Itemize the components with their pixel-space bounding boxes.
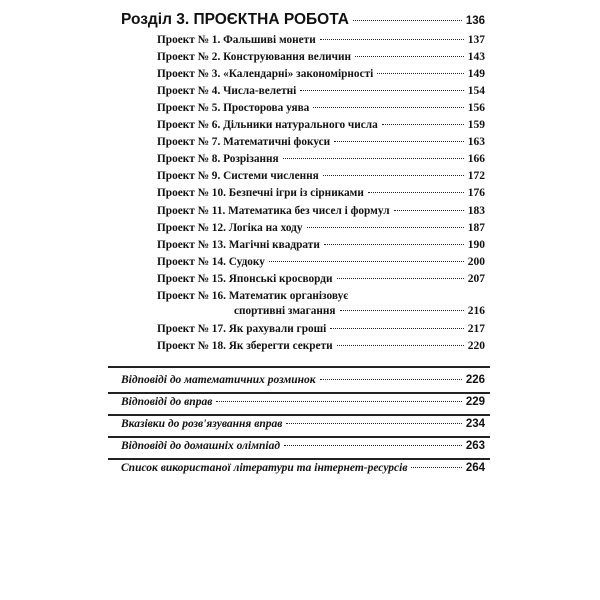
page-number: 200 xyxy=(467,256,485,268)
divider-rule xyxy=(108,436,490,438)
toc-entry-references[interactable] xyxy=(121,462,485,474)
project-title: Розрізання xyxy=(223,153,279,165)
toc-entry-project-12[interactable] xyxy=(157,222,485,234)
project-title: Дільники натурального числа xyxy=(223,119,378,131)
project-title: Як зберегти секрети xyxy=(228,340,333,352)
project-label: Проект № 14. xyxy=(157,256,226,268)
project-label: Проект № 1. xyxy=(157,34,221,46)
dot-leader xyxy=(283,158,464,159)
page-number: 136 xyxy=(465,15,485,27)
project-label: Проект № 18. xyxy=(157,340,226,352)
project-title: Математика без чисел і формул xyxy=(228,205,390,217)
page-number: 220 xyxy=(467,340,485,352)
dot-leader xyxy=(324,244,464,245)
project-label: Проект № 3. xyxy=(157,68,221,80)
page-number: 154 xyxy=(467,85,485,97)
dot-leader xyxy=(313,107,463,108)
dot-leader xyxy=(368,192,464,193)
toc-entry-project-3[interactable] xyxy=(157,68,485,80)
dot-leader xyxy=(269,261,464,262)
divider-rule xyxy=(108,458,490,460)
page-number: 149 xyxy=(467,68,485,80)
dot-leader xyxy=(330,328,463,329)
toc-entry-project-7[interactable] xyxy=(157,136,485,148)
project-title: Фальшиві монети xyxy=(223,34,316,46)
project-title: Логіка на ходу xyxy=(228,222,303,234)
toc-entry-project-9[interactable] xyxy=(157,170,485,182)
page-number: 183 xyxy=(467,205,485,217)
project-title: Судоку xyxy=(228,256,265,268)
page-number: 234 xyxy=(465,418,485,430)
project-title: Числа-велетні xyxy=(223,85,297,97)
divider-rule xyxy=(108,392,490,394)
dot-leader xyxy=(320,39,464,40)
page-number: 143 xyxy=(467,51,485,63)
dot-leader xyxy=(286,423,461,424)
dot-leader xyxy=(340,310,464,311)
toc-entry-project-8[interactable] xyxy=(157,153,485,165)
toc-entry-project-14[interactable] xyxy=(157,256,485,268)
project-title-continued: спортивні змагання xyxy=(234,305,336,317)
section-heading[interactable] xyxy=(121,11,485,29)
project-title: Математичні фокуси xyxy=(223,136,331,148)
project-label: Проект № 17. xyxy=(157,323,226,335)
dot-leader xyxy=(377,73,463,74)
project-label: Проект № 5. xyxy=(157,102,221,114)
backmatter-title: Вказівки до розв'язування вправ xyxy=(121,418,283,430)
page-number: 216 xyxy=(467,305,485,317)
dot-leader xyxy=(411,467,461,468)
page-number: 159 xyxy=(467,119,485,131)
page-number: 207 xyxy=(467,273,485,285)
project-label: Проект № 16. xyxy=(157,290,226,302)
toc-entry-project-4[interactable] xyxy=(157,85,485,97)
page-number: 190 xyxy=(467,239,485,251)
page-number: 264 xyxy=(465,462,485,474)
page-number: 176 xyxy=(467,187,485,199)
project-title: «Календарні» закономірності xyxy=(223,68,374,80)
project-label: Проект № 9. xyxy=(157,170,221,182)
dot-leader xyxy=(355,56,464,57)
toc-entry-project-17[interactable] xyxy=(157,323,485,335)
project-title: Конструювання величин xyxy=(223,51,352,63)
page-number: 263 xyxy=(465,440,485,452)
toc-entry-project-6[interactable] xyxy=(157,119,485,131)
page-number: 166 xyxy=(467,153,485,165)
toc-entry-project-18[interactable] xyxy=(157,340,485,352)
backmatter-title: Відповіді до математичних розминок xyxy=(121,374,316,386)
backmatter-title: Відповіді до вправ xyxy=(121,396,213,408)
dot-leader xyxy=(216,401,461,402)
toc-entry-answers-exercises[interactable] xyxy=(121,396,485,408)
page-number: 187 xyxy=(467,222,485,234)
page-number: 156 xyxy=(467,102,485,114)
dot-leader xyxy=(284,445,462,446)
dot-leader xyxy=(320,379,462,380)
toc-entry-project-1[interactable] xyxy=(157,34,485,46)
dot-leader xyxy=(300,90,463,91)
page-number: 172 xyxy=(467,170,485,182)
toc-entry-project-10[interactable] xyxy=(157,187,485,199)
project-title: Безпечні ігри із сірниками xyxy=(228,187,364,199)
page-number: 217 xyxy=(467,323,485,335)
project-title: Системи числення xyxy=(223,170,319,182)
toc-entry-project-2[interactable] xyxy=(157,51,485,63)
toc-entry-project-5[interactable] xyxy=(157,102,485,114)
dot-leader xyxy=(337,345,464,346)
toc-entry-project-15[interactable] xyxy=(157,273,485,285)
section-title: Розділ 3. ПРОЄКТНА РОБОТА xyxy=(121,11,349,28)
project-label: Проект № 4. xyxy=(157,85,221,97)
dot-leader xyxy=(353,20,462,21)
project-label: Проект № 10. xyxy=(157,187,226,199)
project-title: Японські кросворди xyxy=(228,273,333,285)
toc-entry-answers-warmups[interactable] xyxy=(121,374,485,386)
backmatter-title: Відповіді до домашніх олімпіад xyxy=(121,440,281,452)
divider-rule xyxy=(108,366,490,368)
toc-entry-project-13[interactable] xyxy=(157,239,485,251)
dot-leader xyxy=(307,227,464,228)
project-label: Проект № 15. xyxy=(157,273,226,285)
page-number: 163 xyxy=(467,136,485,148)
backmatter-title: Список використаної літератури та інтернет-ресурсів xyxy=(121,462,408,474)
project-label: Проект № 2. xyxy=(157,51,221,63)
project-label: Проект № 6. xyxy=(157,119,221,131)
dot-leader xyxy=(382,124,464,125)
project-title: Математик організовує xyxy=(228,290,349,302)
project-label: Проект № 7. xyxy=(157,136,221,148)
toc-entry-project-16-continued[interactable] xyxy=(234,305,485,317)
project-label: Проект № 12. xyxy=(157,222,226,234)
project-title: Просторова уява xyxy=(223,102,310,114)
project-label: Проект № 8. xyxy=(157,153,221,165)
toc-entry-answers-olympiads[interactable] xyxy=(121,440,485,452)
toc-entry-project-16[interactable] xyxy=(157,290,485,302)
project-label: Проект № 11. xyxy=(157,205,226,217)
project-title: Магічні квадрати xyxy=(228,239,320,251)
dot-leader xyxy=(394,210,464,211)
divider-rule xyxy=(108,414,490,416)
page-number: 229 xyxy=(465,396,485,408)
toc-entry-hints[interactable] xyxy=(121,418,485,430)
dot-leader xyxy=(334,141,464,142)
toc-entry-project-11[interactable] xyxy=(157,205,485,217)
project-label: Проект № 13. xyxy=(157,239,226,251)
page-number: 137 xyxy=(467,34,485,46)
dot-leader xyxy=(337,278,464,279)
page-number: 226 xyxy=(465,374,485,386)
dot-leader xyxy=(323,175,464,176)
project-title: Як рахували гроші xyxy=(228,323,327,335)
